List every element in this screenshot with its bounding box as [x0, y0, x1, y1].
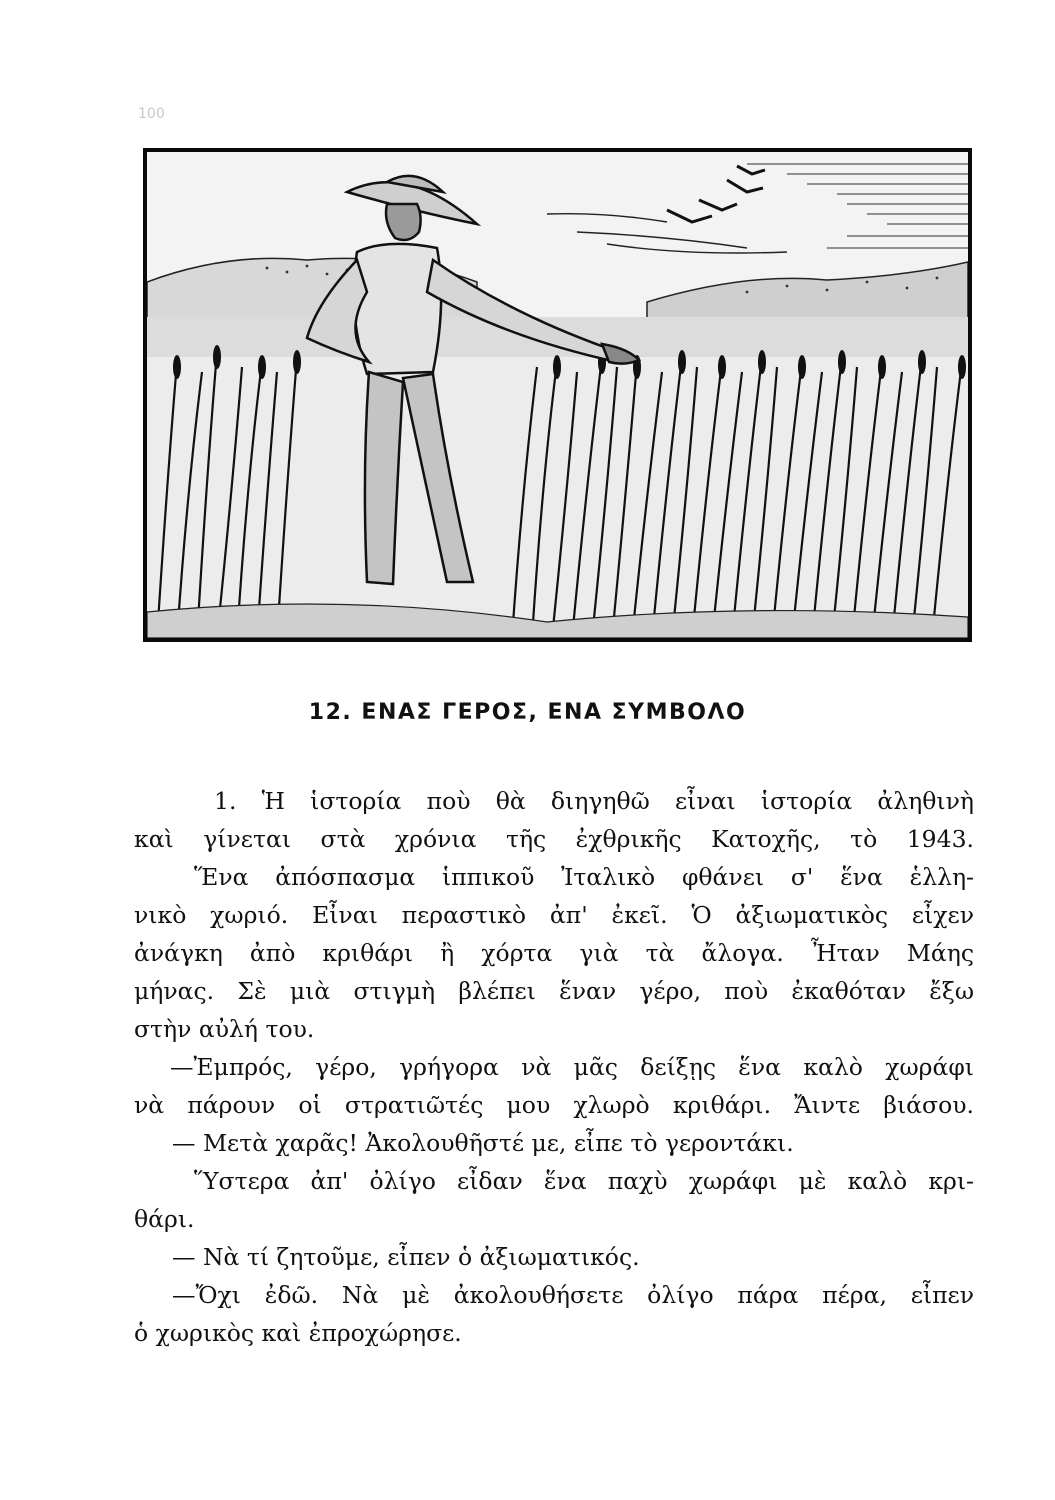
text-line: ἀνάγκη ἀπὸ κριθάρι ἢ χόρτα γιὰ τὰ ἄλογα. Ἦταν Μάης	[134, 939, 974, 967]
text-line: νὰ πάρουν οἱ στρατιῶτές μου χλωρὸ κριθάρι. Ἄιντε βιάσου.	[134, 1091, 974, 1119]
text-line: στὴν αὐλή του.	[134, 1015, 315, 1043]
text-line: ὁ χωρικὸς καὶ ἐπροχώρησε.	[134, 1319, 462, 1347]
text-line: —Ὄχι ἐδῶ. Νὰ μὲ ἀκολουθήσετε ὀλίγο πάρα πέρα, εἶπεν	[172, 1281, 974, 1309]
farmer-in-wheat-field-illustration	[143, 148, 972, 642]
chapter-title: 12. ΕΝΑΣ ΓΕΡΟΣ, ΕΝΑ ΣΥΜΒΟΛΟ	[308, 700, 747, 725]
text-line: Ὕστερα ἀπ' ὀλίγο εἶδαν ἕνα παχὺ χωράφι μὲ καλὸ κρι-	[194, 1167, 974, 1195]
text-line: —Ἐμπρός, γέρο, γρήγορα νὰ μᾶς δείξῃς ἕνα καλὸ χωράφι	[170, 1053, 974, 1081]
text-line: Ἕνα ἀπόσπασμα ἱππικοῦ Ἰταλικὸ φθάνει σ' ἕνα ἑλλη-	[194, 863, 974, 891]
text-line: νικὸ χωριό. Εἶναι περαστικὸ ἀπ' ἐκεῖ. Ὁ ἀξιωματικὸς εἶχεν	[134, 901, 974, 929]
text-line: — Μετὰ χαρᾶς! Ἀκολουθῆστέ με, εἶπε τὸ γεροντάκι.	[172, 1129, 794, 1157]
story-text	[134, 782, 974, 1352]
text-line: μήνας. Σὲ μιὰ στιγμὴ βλέπει ἕναν γέρο, ποὺ ἐκαθόταν ἔξω	[134, 977, 974, 1005]
text-line: θάρι.	[134, 1205, 195, 1233]
page-number: 100	[138, 106, 165, 122]
text-line: — Νὰ τί ζητοῦμε, εἶπεν ὁ ἀξιωματικός.	[172, 1243, 640, 1271]
text-line: 1. Ἡ ἱστορία ποὺ θὰ διηγηθῶ εἶναι ἱστορία ἀληθινὴ	[214, 787, 974, 815]
text-line: καὶ γίνεται στὰ χρόνια τῆς ἐχθρικῆς Κατοχῆς, τὸ 1943.	[134, 825, 974, 853]
